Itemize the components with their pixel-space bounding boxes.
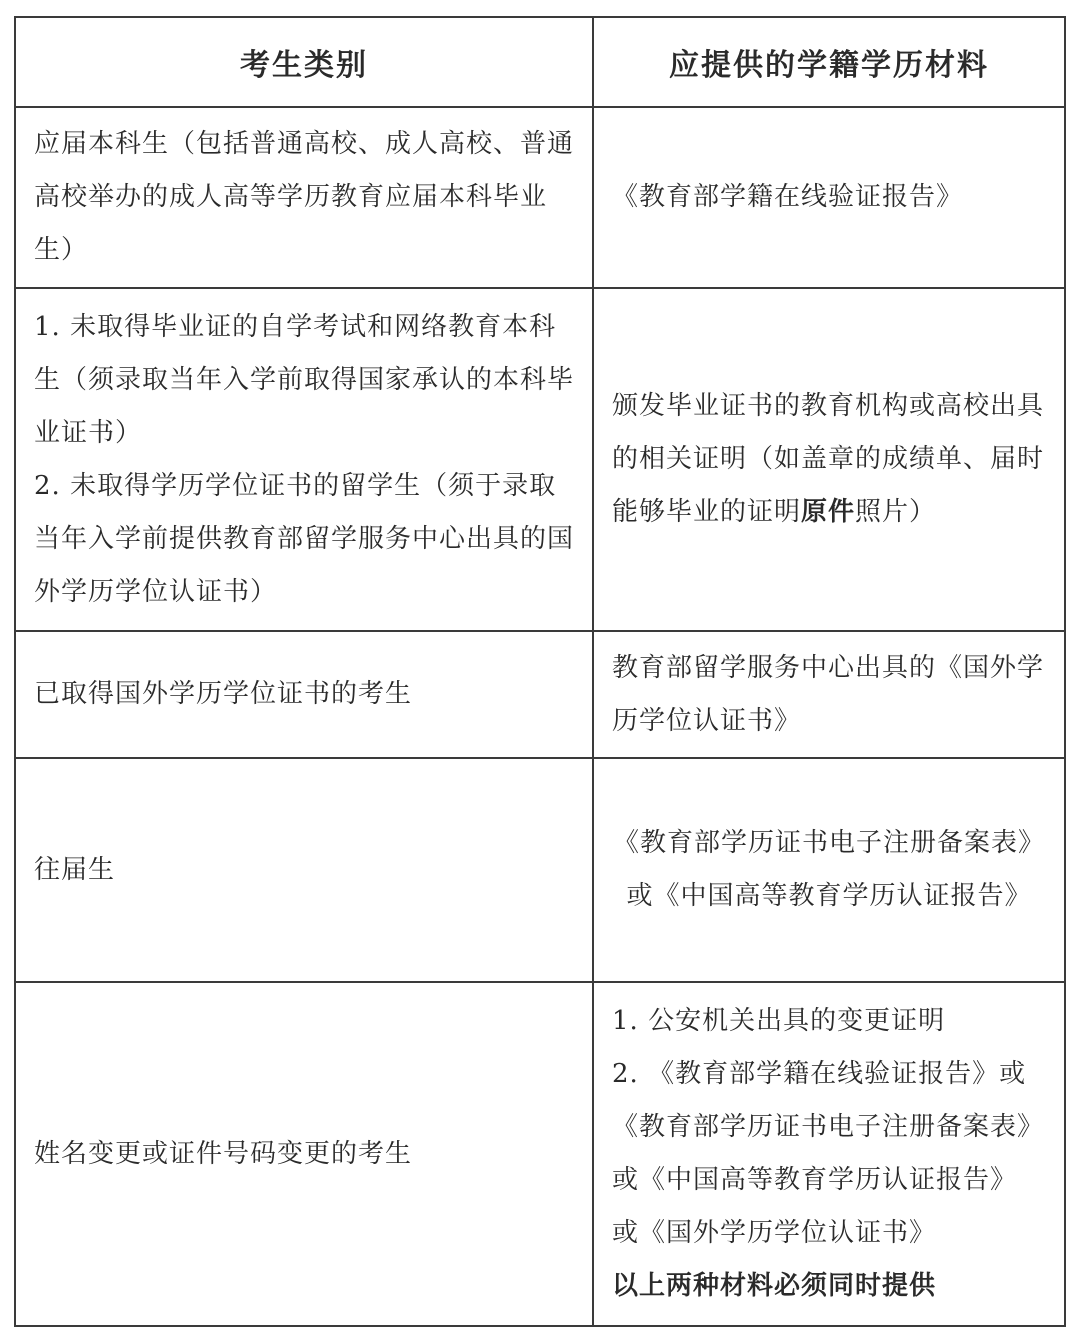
category-cell xyxy=(15,288,593,631)
table-row xyxy=(15,982,1065,1326)
materials-cell xyxy=(593,288,1065,631)
materials-line-1: 《教育部学历证书电子注册备案表》 xyxy=(612,828,1045,858)
category-text: 已取得国外学历学位证书的考生 xyxy=(34,679,413,709)
table-row xyxy=(15,107,1065,288)
category-item-2: 2. 未取得学历学位证书的留学生（须于录取当年入学前提供教育部留学服务中心出具的国外学历学位认证书） xyxy=(34,470,575,607)
materials-line-3: 《教育部学历证书电子注册备案表》 xyxy=(612,1112,1045,1142)
materials-cell xyxy=(593,631,1065,758)
category-text: 应届本科生（包括普通高校、成人高校、普通高校举办的成人高等学历教育应届本科毕业生） xyxy=(34,129,575,265)
category-cell xyxy=(15,982,593,1326)
category-cell xyxy=(15,107,593,288)
table-row xyxy=(15,631,1065,758)
header-materials: 应提供的学籍学历材料 xyxy=(593,17,1065,107)
category-item-1: 1. 未取得毕业证的自学考试和网络教育本科生（须录取当年入学前取得国家承认的本科毕业证书） xyxy=(34,311,575,448)
materials-note: 以上两种材料必须同时提供 xyxy=(612,1271,937,1301)
materials-text xyxy=(594,380,1064,539)
materials-cell xyxy=(593,758,1065,982)
header-category: 考生类别 xyxy=(15,17,593,107)
materials-text-before: 颁发毕业证书的教育机构或高校出具的相关证明（如盖章的成绩单、届时能够毕业的证明 xyxy=(612,391,1045,527)
materials-line-4: 或《中国高等教育学历认证报告》 xyxy=(612,1165,1018,1195)
materials-cell xyxy=(593,107,1065,288)
materials-line-2: 2. 《教育部学籍在线验证报告》或 xyxy=(612,1059,1027,1089)
category-text: 往届生 xyxy=(34,854,116,885)
table-header-row xyxy=(15,17,1065,107)
category-cell xyxy=(15,758,593,982)
materials-line-2: 或《中国高等教育学历认证报告》 xyxy=(626,881,1032,911)
table-row xyxy=(15,758,1065,982)
materials-text-after: 照片） xyxy=(855,497,937,527)
materials-cell xyxy=(593,982,1065,1326)
table-row xyxy=(15,288,1065,631)
materials-text: 《教育部学籍在线验证报告》 xyxy=(612,182,964,212)
materials-text xyxy=(594,995,1064,1313)
category-text: 姓名变更或证件号码变更的考生 xyxy=(34,1138,413,1169)
materials-line-1: 1. 公安机关出具的变更证明 xyxy=(612,1006,946,1036)
materials-table xyxy=(14,16,1066,1327)
category-cell xyxy=(15,631,593,758)
category-text xyxy=(16,301,592,619)
materials-line-5: 或《国外学历学位认证书》 xyxy=(612,1218,937,1248)
materials-text xyxy=(594,817,1064,923)
materials-text-bold: 原件 xyxy=(801,497,856,527)
materials-text: 教育部留学服务中心出具的《国外学历学位认证书》 xyxy=(612,652,1045,736)
